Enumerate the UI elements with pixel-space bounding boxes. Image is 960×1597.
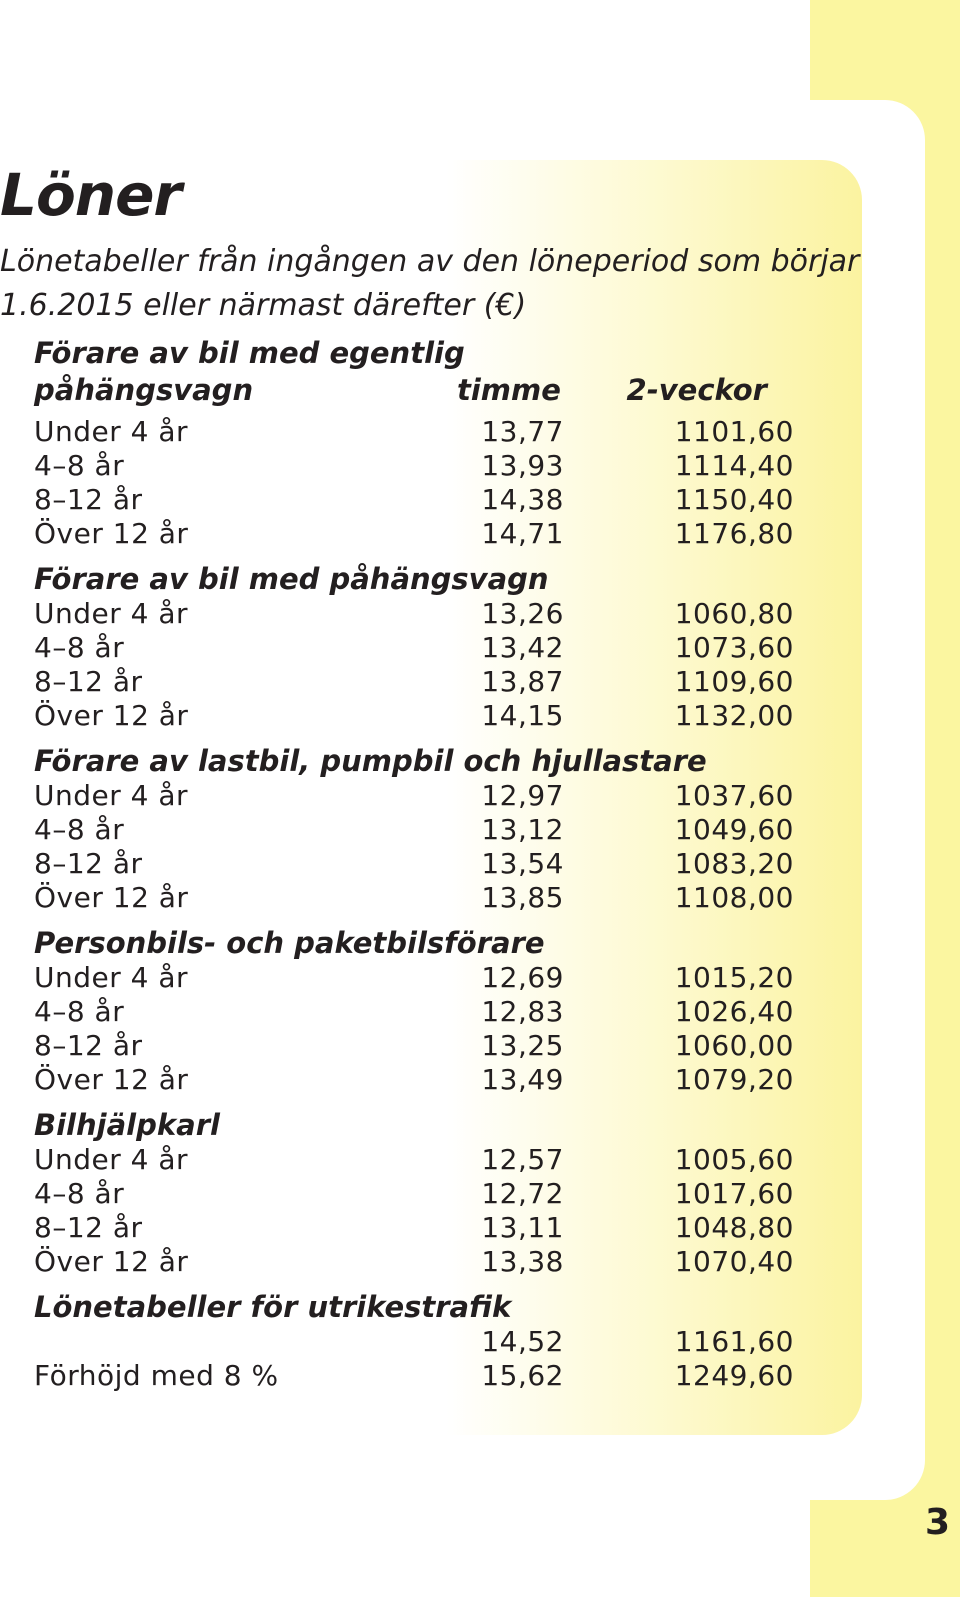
salary-section xyxy=(34,1290,794,1393)
salary-section xyxy=(34,562,794,733)
section-title: Förare av bil med egentlig xyxy=(34,336,465,370)
row-label: 8–12 år xyxy=(34,483,143,516)
row-label: 8–12 år xyxy=(34,1211,143,1244)
row-label: 4–8 år xyxy=(34,1177,125,1210)
table-row xyxy=(34,1029,794,1063)
page-number: 3 xyxy=(925,1502,951,1543)
row-label: 4–8 år xyxy=(34,995,125,1028)
two-weeks-value: 1176,80 xyxy=(674,517,794,550)
table-row xyxy=(34,1359,794,1393)
hour-value: 13,11 xyxy=(481,1211,564,1244)
hour-value: 12,83 xyxy=(481,995,564,1028)
two-weeks-value: 1132,00 xyxy=(674,699,794,732)
section-title: Förare av lastbil, pumpbil och hjullastare xyxy=(34,744,707,778)
hour-value: 13,38 xyxy=(481,1245,564,1278)
column-header-row xyxy=(34,371,794,409)
section-title: Bilhjälpkarl xyxy=(34,1108,220,1142)
row-label: 8–12 år xyxy=(34,1029,143,1062)
table-row xyxy=(34,995,794,1029)
salary-section xyxy=(34,744,794,915)
two-weeks-value: 1015,20 xyxy=(674,961,794,994)
hour-value: 12,72 xyxy=(481,1177,564,1210)
two-weeks-value: 1161,60 xyxy=(674,1325,794,1358)
table-row xyxy=(34,699,794,733)
table-row xyxy=(34,597,794,631)
two-weeks-value: 1073,60 xyxy=(674,631,794,664)
row-label: 4–8 år xyxy=(34,449,125,482)
table-row xyxy=(34,449,794,483)
row-label: Under 4 år xyxy=(34,597,189,630)
section-title: Lönetabeller för utrikestrafik xyxy=(34,1290,512,1324)
two-weeks-value: 1070,40 xyxy=(674,1245,794,1278)
hour-value: 14,52 xyxy=(481,1325,564,1358)
two-weeks-value: 1114,40 xyxy=(674,449,794,482)
section-title: Förare av bil med påhängsvagn xyxy=(34,562,549,596)
hour-value: 12,97 xyxy=(481,779,564,812)
two-weeks-value: 1108,00 xyxy=(674,881,794,914)
two-weeks-value: 1017,60 xyxy=(674,1177,794,1210)
page-subtitle: Lönetabeller från ingången av den löneperiod som börjar 1.6.2015 eller närmast därefter (€) xyxy=(0,244,860,323)
row-label: 8–12 år xyxy=(34,665,143,698)
table-row xyxy=(34,961,794,995)
table-row xyxy=(34,1143,794,1177)
hour-value: 13,85 xyxy=(481,881,564,914)
salary-tables xyxy=(34,336,794,1393)
salary-section xyxy=(34,926,794,1097)
column-header-two-weeks: 2-veckor xyxy=(626,373,767,407)
hour-value: 13,25 xyxy=(481,1029,564,1062)
two-weeks-value: 1101,60 xyxy=(674,415,794,448)
hour-value: 13,26 xyxy=(481,597,564,630)
table-row xyxy=(34,1245,794,1279)
hour-value: 13,54 xyxy=(481,847,564,880)
page-title: Löner xyxy=(0,161,182,229)
two-weeks-value: 1048,80 xyxy=(674,1211,794,1244)
two-weeks-value: 1037,60 xyxy=(674,779,794,812)
section-title-line2: påhängsvagn xyxy=(34,373,254,407)
row-label: Över 12 år xyxy=(34,699,189,732)
two-weeks-value: 1026,40 xyxy=(674,995,794,1028)
column-header-hour: timme xyxy=(457,373,561,407)
salary-section xyxy=(34,1108,794,1279)
row-label: Under 4 år xyxy=(34,961,189,994)
table-row xyxy=(34,517,794,551)
row-label: 8–12 år xyxy=(34,847,143,880)
row-label: Över 12 år xyxy=(34,1245,189,1278)
row-label: Under 4 år xyxy=(34,415,189,448)
two-weeks-value: 1150,40 xyxy=(674,483,794,516)
row-label: 4–8 år xyxy=(34,813,125,846)
two-weeks-value: 1049,60 xyxy=(674,813,794,846)
hour-value: 13,87 xyxy=(481,665,564,698)
hour-value: 14,71 xyxy=(481,517,564,550)
row-label: Förhöjd med 8 % xyxy=(34,1359,279,1392)
hour-value: 15,62 xyxy=(481,1359,564,1392)
hour-value: 12,69 xyxy=(481,961,564,994)
hour-value: 13,49 xyxy=(481,1063,564,1096)
section-title: Personbils- och paketbilsförare xyxy=(34,926,545,960)
hour-value: 13,42 xyxy=(481,631,564,664)
table-row xyxy=(34,847,794,881)
hour-value: 14,38 xyxy=(481,483,564,516)
salary-section xyxy=(34,336,794,551)
table-row xyxy=(34,779,794,813)
two-weeks-value: 1083,20 xyxy=(674,847,794,880)
table-row xyxy=(34,1177,794,1211)
table-row xyxy=(34,1211,794,1245)
two-weeks-value: 1060,80 xyxy=(674,597,794,630)
row-label: Över 12 år xyxy=(34,517,189,550)
two-weeks-value: 1060,00 xyxy=(674,1029,794,1062)
hour-value: 13,12 xyxy=(481,813,564,846)
two-weeks-value: 1005,60 xyxy=(674,1143,794,1176)
table-row xyxy=(34,813,794,847)
hour-value: 12,57 xyxy=(481,1143,564,1176)
table-row xyxy=(34,483,794,517)
two-weeks-value: 1109,60 xyxy=(674,665,794,698)
table-row xyxy=(34,1325,794,1359)
two-weeks-value: 1249,60 xyxy=(674,1359,794,1392)
row-label: Över 12 år xyxy=(34,1063,189,1096)
hour-value: 13,93 xyxy=(481,449,564,482)
row-label: Under 4 år xyxy=(34,779,189,812)
table-row xyxy=(34,881,794,915)
table-row xyxy=(34,665,794,699)
row-label: Under 4 år xyxy=(34,1143,189,1176)
hour-value: 13,77 xyxy=(481,415,564,448)
hour-value: 14,15 xyxy=(481,699,564,732)
row-label: Över 12 år xyxy=(34,881,189,914)
row-label xyxy=(34,1325,434,1359)
table-row xyxy=(34,415,794,449)
table-row xyxy=(34,1063,794,1097)
row-label: 4–8 år xyxy=(34,631,125,664)
table-row xyxy=(34,631,794,665)
two-weeks-value: 1079,20 xyxy=(674,1063,794,1096)
